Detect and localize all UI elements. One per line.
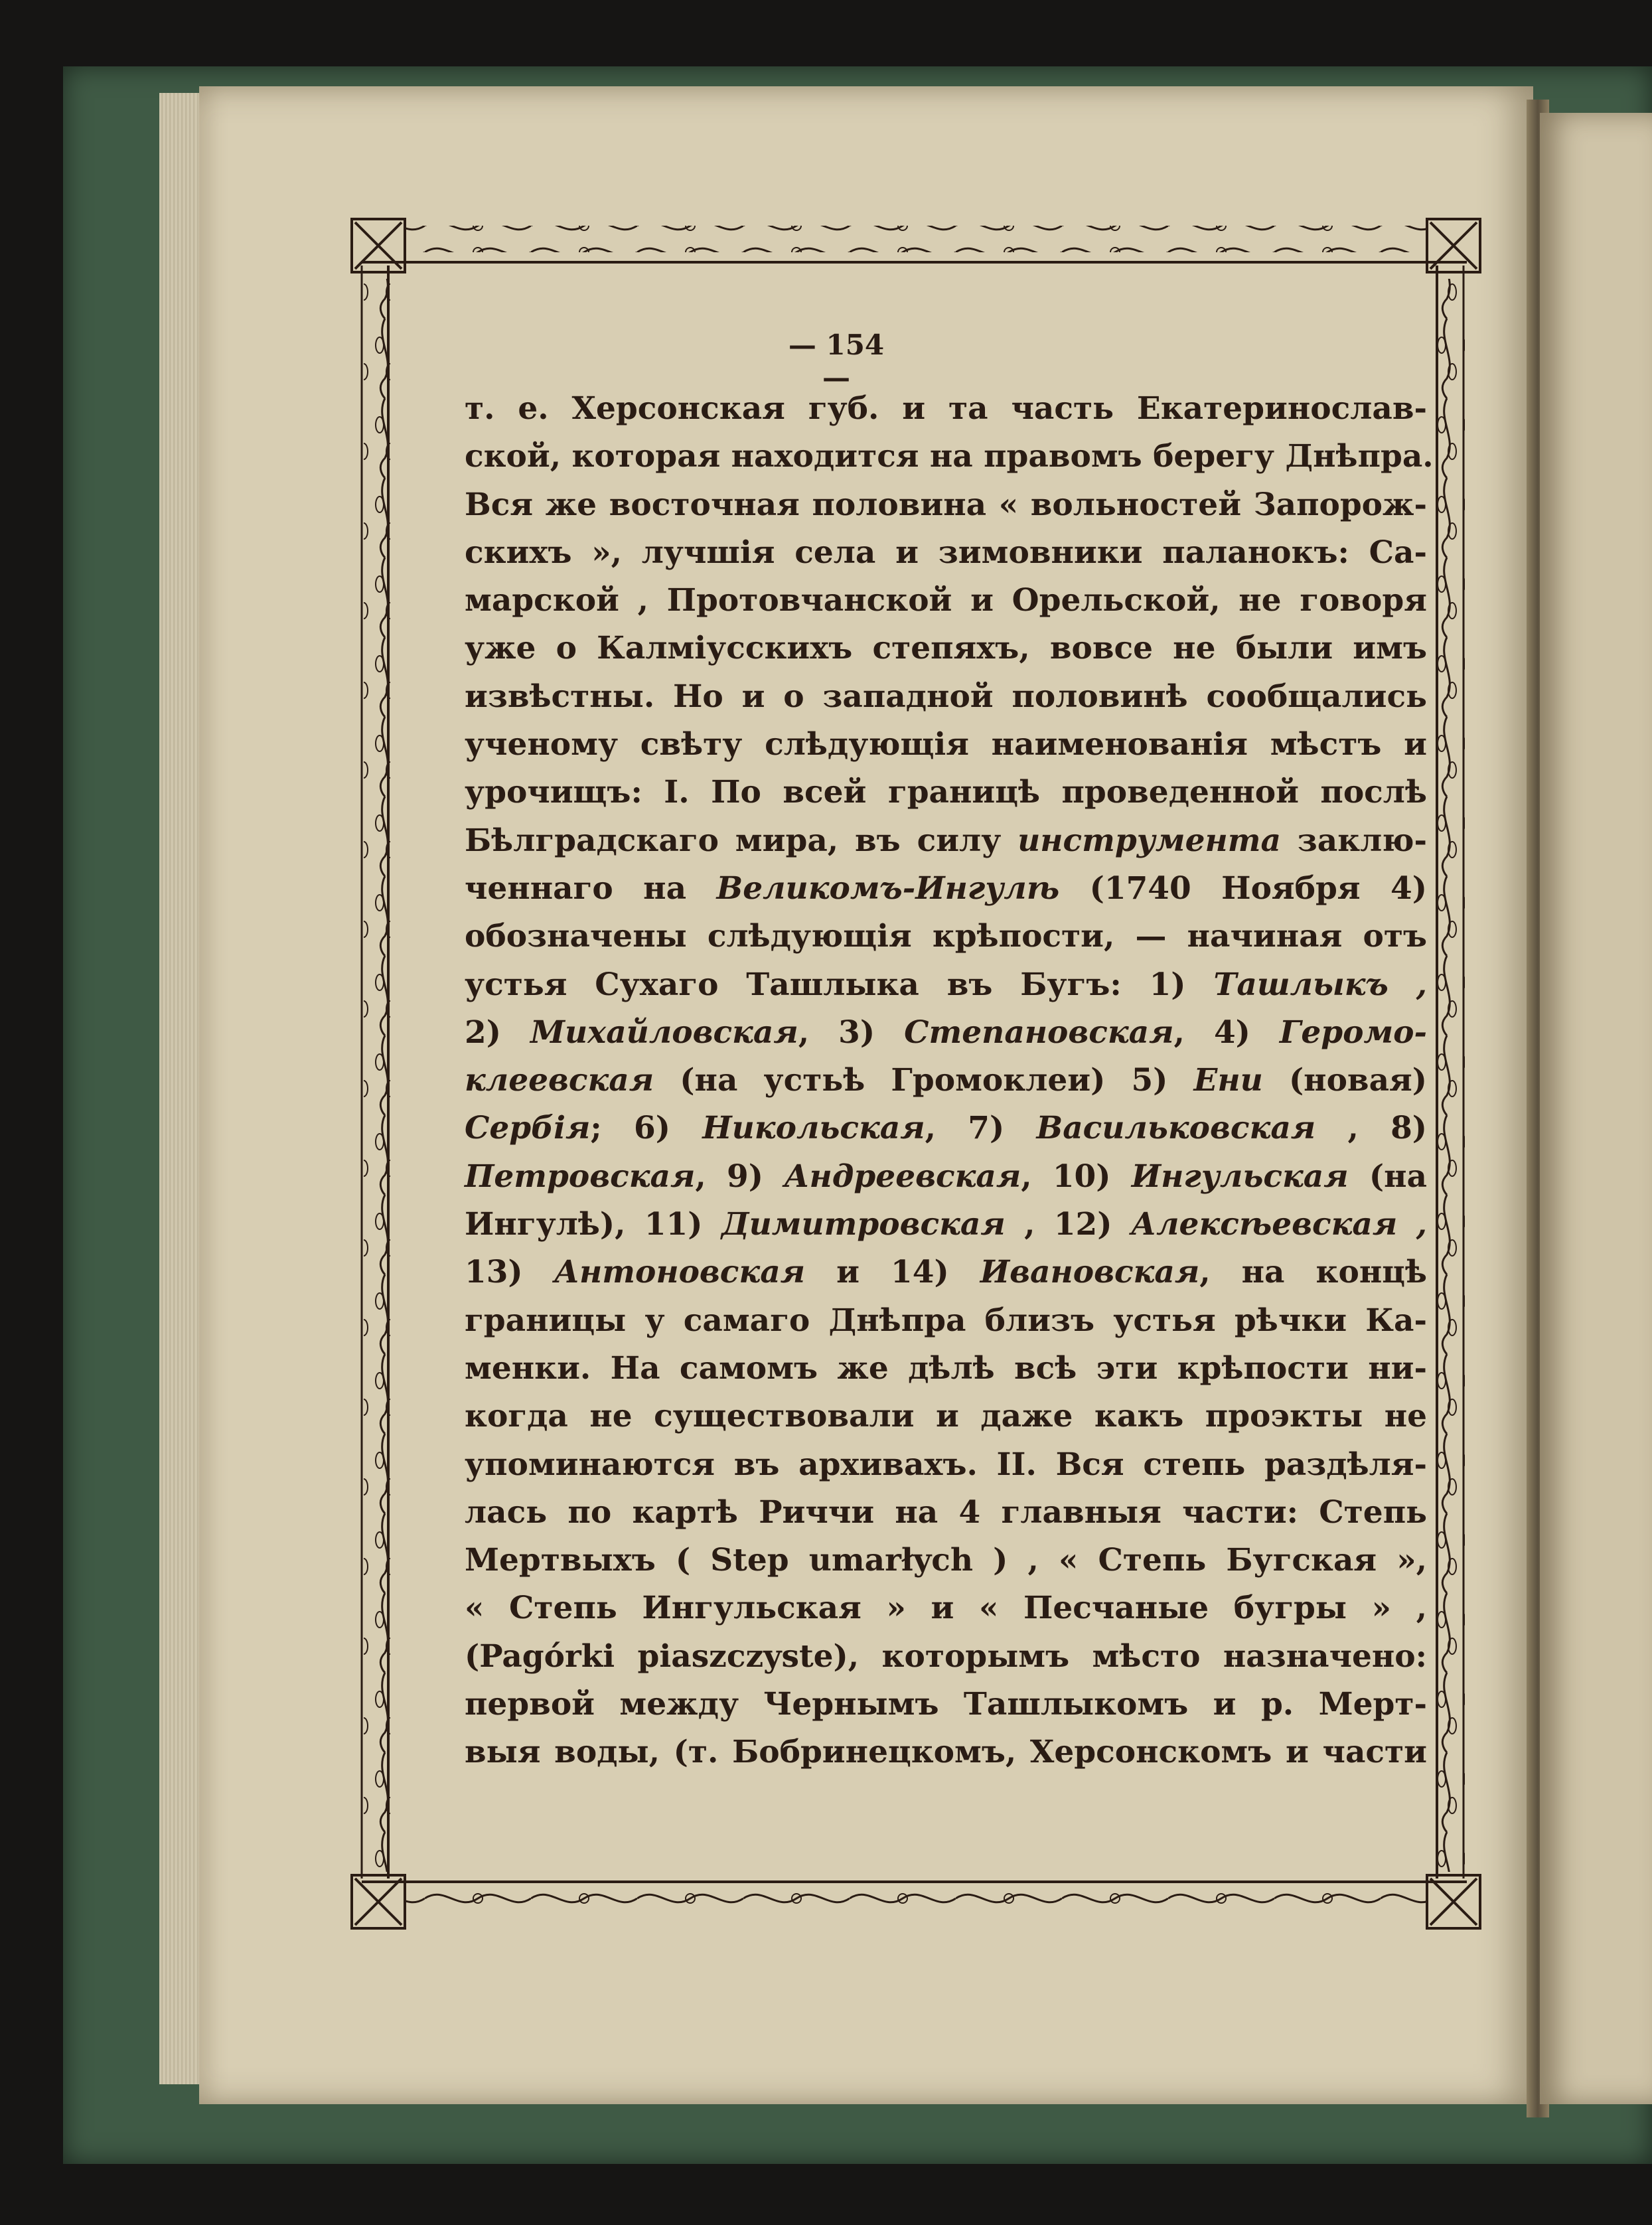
text-line bbox=[465, 1393, 1427, 1440]
text-run: Бѣлградскаго мира, въ силу bbox=[465, 822, 1018, 859]
text-run: (на bbox=[1348, 1158, 1428, 1195]
text-line bbox=[465, 721, 1427, 769]
text-run: урочищъ: I. По всей границѣ проведенной послѣ bbox=[465, 774, 1427, 811]
italic-text: Степановская bbox=[904, 1014, 1174, 1051]
text-line bbox=[465, 1153, 1427, 1201]
text-line bbox=[465, 385, 1427, 433]
text-run: ской, которая находится на правомъ берегу Днѣпра. bbox=[465, 438, 1434, 475]
page-number: — 154 — bbox=[788, 329, 885, 394]
text-line bbox=[465, 1681, 1427, 1728]
text-run: устья Сухаго Ташлыка въ Бугъ: 1) bbox=[465, 966, 1214, 1003]
text-line bbox=[465, 577, 1427, 625]
text-run: выя воды, (т. Бобринецкомъ, Херсонскомъ и части bbox=[465, 1734, 1427, 1771]
text-line bbox=[465, 1057, 1427, 1105]
italic-text: Никольская bbox=[702, 1110, 925, 1147]
text-run: границы у самаго Днѣпра близъ устья рѣчки Ка- bbox=[465, 1302, 1427, 1339]
italic-text: инструмента bbox=[1017, 822, 1281, 859]
frame-left bbox=[362, 266, 390, 1879]
text-run: , 8) bbox=[1315, 1110, 1428, 1147]
text-line bbox=[465, 865, 1427, 913]
text-line bbox=[465, 1105, 1427, 1152]
text-line bbox=[465, 673, 1427, 721]
italic-text: Антоновская bbox=[554, 1254, 806, 1291]
text-line bbox=[465, 1249, 1427, 1296]
text-line bbox=[465, 1009, 1427, 1057]
text-line bbox=[465, 817, 1427, 865]
text-run: ченнаго на bbox=[465, 870, 717, 907]
italic-text: Андреевская bbox=[784, 1158, 1021, 1195]
italic-text: Ингульская bbox=[1131, 1158, 1349, 1195]
text-line bbox=[465, 913, 1427, 960]
text-run: Вся же восточная половина « вольностей Запорож- bbox=[465, 486, 1427, 523]
text-line bbox=[465, 529, 1427, 577]
text-run: , 7) bbox=[925, 1110, 1037, 1147]
text-line bbox=[465, 1345, 1427, 1393]
italic-text: клеевская bbox=[465, 1062, 654, 1099]
text-line bbox=[465, 1297, 1427, 1345]
text-run: (Pagórki piaszczyste), которымъ мѣсто назначено: bbox=[465, 1638, 1427, 1675]
text-run: Мертвыхъ ( Step umarłych ) , « Степь Бугская », bbox=[465, 1542, 1427, 1579]
italic-text: Димитровская bbox=[721, 1206, 1006, 1243]
frame-bottom bbox=[362, 1882, 1467, 1912]
body-text bbox=[465, 385, 1434, 1777]
text-run: (новая) bbox=[1262, 1062, 1427, 1099]
italic-text: Ивановская bbox=[980, 1254, 1200, 1291]
text-line bbox=[465, 961, 1427, 1009]
text-line bbox=[465, 1728, 1427, 1776]
text-run: (1740 Ноября 4) bbox=[1059, 870, 1427, 907]
text-run: , 12) bbox=[1005, 1206, 1131, 1243]
text-run: марской , Протовчанской и Орельской, не говоря bbox=[465, 582, 1427, 619]
italic-text: Ташлыкъ , bbox=[1213, 966, 1428, 1003]
text-run: т. е. Херсонская губ. и та часть Екатеринослав- bbox=[465, 390, 1427, 427]
italic-text: Алексѣевская , bbox=[1130, 1206, 1427, 1243]
text-line bbox=[465, 1537, 1427, 1584]
italic-text: Михайловская bbox=[530, 1014, 798, 1051]
text-run: « Степь Ингульская » и « Песчаные бугры » , bbox=[465, 1590, 1427, 1627]
text-run: 13) bbox=[465, 1254, 554, 1291]
text-run: когда не существовали и даже какъ проэкты не bbox=[465, 1398, 1427, 1435]
text-line bbox=[465, 1633, 1427, 1681]
text-run: (на устьѣ Громоклеи) 5) bbox=[654, 1062, 1194, 1099]
italic-text: Великомъ-Ингулѣ bbox=[716, 870, 1060, 907]
text-run: , 4) bbox=[1173, 1014, 1280, 1051]
text-run: , на концѣ bbox=[1199, 1254, 1428, 1291]
text-line bbox=[465, 481, 1427, 529]
text-line bbox=[465, 625, 1427, 672]
text-run: скихъ », лучшія села и зимовники паланокъ: Са- bbox=[465, 534, 1427, 571]
text-run: Ингулѣ), 11) bbox=[465, 1206, 721, 1243]
italic-text: Васильковская bbox=[1036, 1110, 1316, 1147]
text-run: обозначены слѣдующія крѣпости, — начиная отъ bbox=[465, 918, 1427, 955]
text-run: , 10) bbox=[1021, 1158, 1132, 1195]
text-run: , 3) bbox=[798, 1014, 905, 1051]
italic-text: Ени bbox=[1193, 1062, 1263, 1099]
text-run: менки. На самомъ же дѣлѣ всѣ эти крѣпости ни- bbox=[465, 1349, 1427, 1387]
text-line bbox=[465, 433, 1434, 481]
text-run: , 9) bbox=[695, 1158, 785, 1195]
text-run: заклю- bbox=[1280, 822, 1427, 859]
italic-text: Петровская bbox=[465, 1158, 696, 1195]
frame-right bbox=[1437, 266, 1465, 1879]
text-line bbox=[465, 1441, 1427, 1489]
text-run: первой между Чернымъ Ташлыкомъ и р. Мерт- bbox=[465, 1686, 1427, 1723]
text-line bbox=[465, 1584, 1427, 1632]
text-line bbox=[465, 1489, 1427, 1537]
text-run: 2) bbox=[465, 1014, 530, 1051]
text-line bbox=[465, 1201, 1427, 1249]
text-run: ; 6) bbox=[590, 1110, 703, 1147]
text-run: лась по картѣ Риччи на 4 главныя части: Степь bbox=[465, 1494, 1427, 1531]
text-run: ученому свѣту слѣдующія наименованія мѣстъ и bbox=[465, 726, 1427, 763]
text-line bbox=[465, 769, 1427, 816]
frame-top bbox=[362, 226, 1467, 262]
italic-text: Сербія bbox=[465, 1110, 591, 1147]
text-run: уже о Калміусскихъ степяхъ, вовсе не были имъ bbox=[465, 630, 1427, 667]
text-run: извѣстны. Но и о западной половинѣ сообщались bbox=[465, 678, 1427, 715]
text-run: и 14) bbox=[805, 1254, 980, 1291]
text-run: упоминаются въ архивахъ. II. Вся степь раздѣля- bbox=[465, 1446, 1427, 1483]
italic-text: Геромо- bbox=[1279, 1014, 1428, 1051]
